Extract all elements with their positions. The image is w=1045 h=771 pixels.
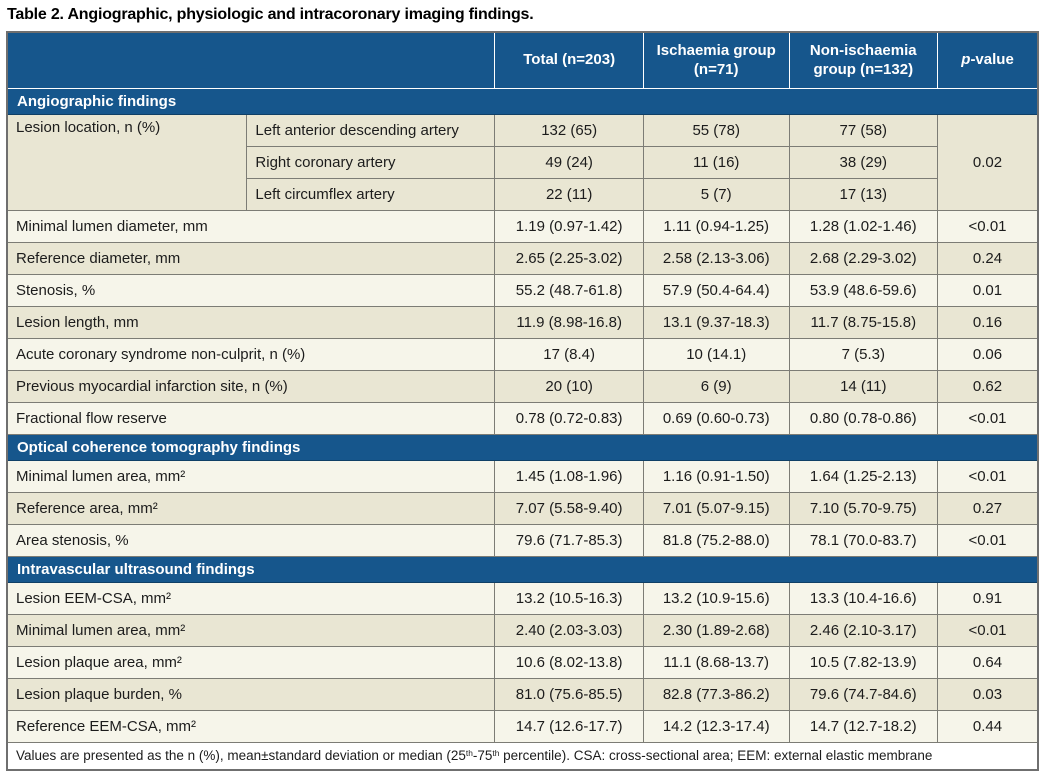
cell-total: 11.9 (8.98-16.8) xyxy=(495,307,644,339)
table-row xyxy=(7,647,1038,679)
cell-ischaemia: 55 (78) xyxy=(643,115,789,147)
cell-total: 1.19 (0.97-1.42) xyxy=(495,211,644,243)
cell-non-ischaemia: 2.68 (2.29-3.02) xyxy=(789,243,938,275)
cell-non-ischaemia: 77 (58) xyxy=(789,115,938,147)
section-row-oct xyxy=(7,435,1038,461)
p-value-italic-p: p xyxy=(961,51,971,69)
row-label: Reference area, mm² xyxy=(7,493,495,525)
cell-p-value: 0.27 xyxy=(938,493,1038,525)
section-header-angiographic: Angiographic findings xyxy=(7,89,1038,115)
row-label: Area stenosis, % xyxy=(7,525,495,557)
column-header-total: Total (n=203) xyxy=(495,32,644,89)
row-label: Minimal lumen diameter, mm xyxy=(7,211,495,243)
table-title: Table 2. Angiographic, physiologic and intracoronary imaging findings. xyxy=(7,6,534,23)
cell-non-ischaemia: 38 (29) xyxy=(789,147,938,179)
cell-ischaemia: 1.16 (0.91-1.50) xyxy=(643,461,789,493)
cell-ischaemia: 2.30 (1.89-2.68) xyxy=(643,615,789,647)
row-label: Acute coronary syndrome non-culprit, n (%) xyxy=(7,339,495,371)
row-label: Lesion length, mm xyxy=(7,307,495,339)
footnote-sup: th xyxy=(465,748,473,759)
footnote-sup: th xyxy=(492,748,500,759)
footnote-row xyxy=(7,743,1038,771)
section-header-oct: Optical coherence tomography findings xyxy=(7,435,1038,461)
cell-p-value: <0.01 xyxy=(938,211,1038,243)
cell-total: 2.65 (2.25-3.02) xyxy=(495,243,644,275)
table-row xyxy=(7,115,1038,147)
cell-p-value: 0.91 xyxy=(938,583,1038,615)
table-row xyxy=(7,275,1038,307)
cell-total: 79.6 (71.7-85.3) xyxy=(495,525,644,557)
cell-ischaemia: 7.01 (5.07-9.15) xyxy=(643,493,789,525)
cell-non-ischaemia: 1.28 (1.02-1.46) xyxy=(789,211,938,243)
row-label: Minimal lumen area, mm² xyxy=(7,461,495,493)
cell-p-value: 0.03 xyxy=(938,679,1038,711)
cell-non-ischaemia: 11.7 (8.75-15.8) xyxy=(789,307,938,339)
cell-ischaemia: 10 (14.1) xyxy=(643,339,789,371)
table-row xyxy=(7,403,1038,435)
cell-non-ischaemia: 79.6 (74.7-84.6) xyxy=(789,679,938,711)
cell-ischaemia: 11 (16) xyxy=(643,147,789,179)
cell-ischaemia: 13.2 (10.9-15.6) xyxy=(643,583,789,615)
table-row xyxy=(7,371,1038,403)
cell-ischaemia: 2.58 (2.13-3.06) xyxy=(643,243,789,275)
cell-non-ischaemia: 0.80 (0.78-0.86) xyxy=(789,403,938,435)
cell-p-value: <0.01 xyxy=(938,461,1038,493)
cell-ischaemia: 13.1 (9.37-18.3) xyxy=(643,307,789,339)
column-header-p-value xyxy=(938,32,1038,89)
row-label: Minimal lumen area, mm² xyxy=(7,615,495,647)
cell-non-ischaemia: 7 (5.3) xyxy=(789,339,938,371)
cell-total: 17 (8.4) xyxy=(495,339,644,371)
cell-ischaemia: 11.1 (8.68-13.7) xyxy=(643,647,789,679)
cell-p-value: 0.02 xyxy=(938,115,1038,211)
footnote-text: -75 xyxy=(472,748,493,763)
column-header-non-ischaemia: Non-ischaemia group (n=132) xyxy=(789,32,938,89)
cell-p-value: 0.64 xyxy=(938,647,1038,679)
cell-total: 55.2 (48.7-61.8) xyxy=(495,275,644,307)
cell-p-value: <0.01 xyxy=(938,403,1038,435)
footnote-text: percentile). CSA: cross-sectional area; EEM: external elastic membrane xyxy=(499,748,933,763)
row-label: Lesion plaque burden, % xyxy=(7,679,495,711)
footnote-text: Values are presented as the n (%), mean±standard deviation or median (25 xyxy=(16,748,466,763)
cell-ischaemia: 81.8 (75.2-88.0) xyxy=(643,525,789,557)
table-row xyxy=(7,583,1038,615)
table-row xyxy=(7,339,1038,371)
cell-p-value: 0.06 xyxy=(938,339,1038,371)
cell-non-ischaemia: 13.3 (10.4-16.6) xyxy=(789,583,938,615)
section-row-ivus xyxy=(7,557,1038,583)
cell-non-ischaemia: 53.9 (48.6-59.6) xyxy=(789,275,938,307)
row-label: Stenosis, % xyxy=(7,275,495,307)
cell-non-ischaemia: 7.10 (5.70-9.75) xyxy=(789,493,938,525)
column-header-ischaemia: Ischaemia group (n=71) xyxy=(643,32,789,89)
findings-table xyxy=(6,31,1039,771)
sub-label: Right coronary artery xyxy=(247,147,495,179)
cell-total: 7.07 (5.58-9.40) xyxy=(495,493,644,525)
cell-total: 0.78 (0.72-0.83) xyxy=(495,403,644,435)
cell-non-ischaemia: 2.46 (2.10-3.17) xyxy=(789,615,938,647)
cell-ischaemia: 5 (7) xyxy=(643,179,789,211)
section-row-angiographic xyxy=(7,89,1038,115)
cell-non-ischaemia: 1.64 (1.25-2.13) xyxy=(789,461,938,493)
table-row xyxy=(7,307,1038,339)
row-label: Lesion EEM-CSA, mm² xyxy=(7,583,495,615)
cell-ischaemia: 0.69 (0.60-0.73) xyxy=(643,403,789,435)
row-label: Reference EEM-CSA, mm² xyxy=(7,711,495,743)
cell-total: 49 (24) xyxy=(495,147,644,179)
row-label: Lesion plaque area, mm² xyxy=(7,647,495,679)
column-header-empty xyxy=(7,32,495,89)
cell-total: 2.40 (2.03-3.03) xyxy=(495,615,644,647)
table-row xyxy=(7,711,1038,743)
table-row xyxy=(7,461,1038,493)
cell-total: 1.45 (1.08-1.96) xyxy=(495,461,644,493)
cell-non-ischaemia: 78.1 (70.0-83.7) xyxy=(789,525,938,557)
cell-p-value: <0.01 xyxy=(938,615,1038,647)
row-label: Fractional flow reserve xyxy=(7,403,495,435)
cell-p-value: 0.44 xyxy=(938,711,1038,743)
cell-non-ischaemia: 14.7 (12.7-18.2) xyxy=(789,711,938,743)
cell-p-value: 0.24 xyxy=(938,243,1038,275)
table-row xyxy=(7,493,1038,525)
table-row xyxy=(7,615,1038,647)
cell-p-value: 0.62 xyxy=(938,371,1038,403)
cell-total: 10.6 (8.02-13.8) xyxy=(495,647,644,679)
table-row xyxy=(7,679,1038,711)
cell-total: 20 (10) xyxy=(495,371,644,403)
cell-p-value: 0.16 xyxy=(938,307,1038,339)
cell-non-ischaemia: 14 (11) xyxy=(789,371,938,403)
cell-ischaemia: 14.2 (12.3-17.4) xyxy=(643,711,789,743)
sub-label: Left circumflex artery xyxy=(247,179,495,211)
section-header-ivus: Intravascular ultrasound findings xyxy=(7,557,1038,583)
cell-total: 13.2 (10.5-16.3) xyxy=(495,583,644,615)
cell-non-ischaemia: 10.5 (7.82-13.9) xyxy=(789,647,938,679)
row-label: Previous myocardial infarction site, n (%) xyxy=(7,371,495,403)
footnote xyxy=(7,743,1038,771)
cell-ischaemia: 57.9 (50.4-64.4) xyxy=(643,275,789,307)
cell-ischaemia: 82.8 (77.3-86.2) xyxy=(643,679,789,711)
column-header-row xyxy=(7,32,1038,89)
table-row xyxy=(7,211,1038,243)
cell-total: 81.0 (75.6-85.5) xyxy=(495,679,644,711)
cell-non-ischaemia: 17 (13) xyxy=(789,179,938,211)
cell-total: 132 (65) xyxy=(495,115,644,147)
row-label-lesion-location: Lesion location, n (%) xyxy=(7,115,247,211)
p-value-rest: -value xyxy=(970,51,1014,69)
row-label: Reference diameter, mm xyxy=(7,243,495,275)
table-row xyxy=(7,243,1038,275)
cell-total: 14.7 (12.6-17.7) xyxy=(495,711,644,743)
sub-label: Left anterior descending artery xyxy=(247,115,495,147)
cell-total: 22 (11) xyxy=(495,179,644,211)
cell-ischaemia: 6 (9) xyxy=(643,371,789,403)
table-row xyxy=(7,525,1038,557)
cell-p-value: <0.01 xyxy=(938,525,1038,557)
cell-p-value: 0.01 xyxy=(938,275,1038,307)
cell-ischaemia: 1.11 (0.94-1.25) xyxy=(643,211,789,243)
